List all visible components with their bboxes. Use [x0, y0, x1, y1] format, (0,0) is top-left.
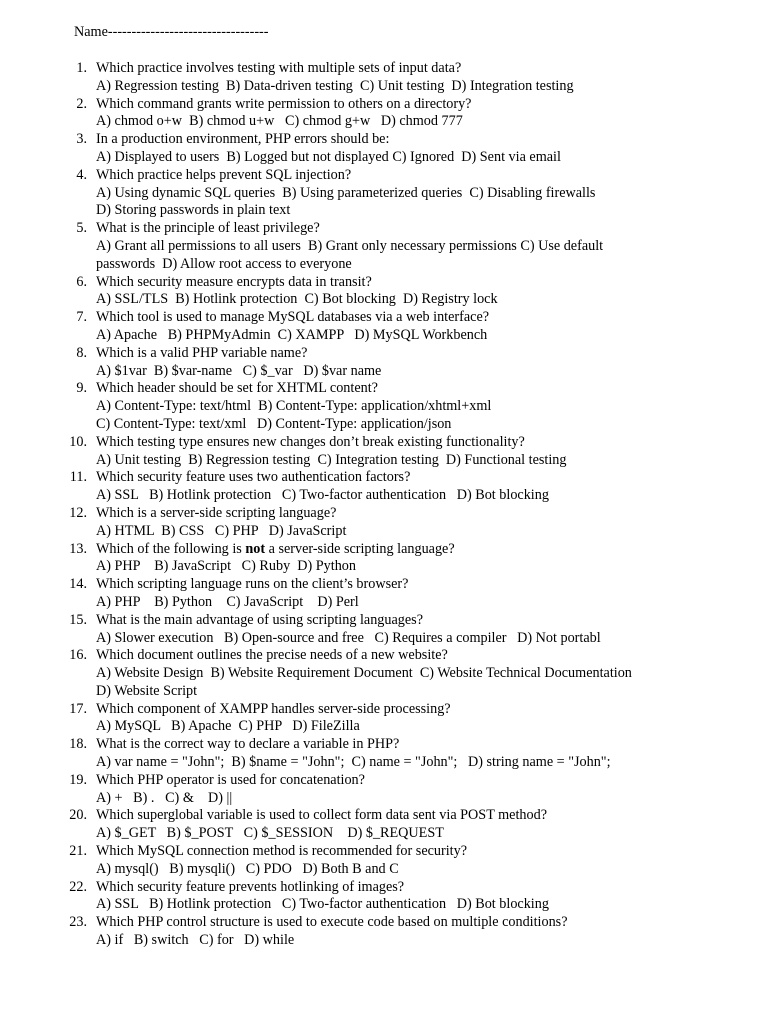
question-text [0, 345, 768, 363]
question-label: Which command grants write permission to others on a directory? [96, 95, 472, 112]
question-number: 20. [69, 807, 87, 824]
question-text [0, 60, 768, 78]
question-number: 16. [69, 647, 87, 664]
question-text [0, 96, 768, 114]
question-number: 8. [76, 344, 87, 361]
question-number: 13. [69, 540, 87, 557]
question-number: 19. [69, 771, 87, 788]
answer-options: A) SSL B) Hotlink protection C) Two-factor authentication D) Bot blocking [96, 896, 549, 913]
question-item [0, 309, 768, 345]
question-text [0, 807, 768, 825]
question-item [0, 647, 768, 700]
question-item [0, 167, 768, 220]
question-number: 10. [69, 433, 87, 450]
question-label: What is the principle of least privilege? [96, 220, 320, 237]
question-item [0, 772, 768, 808]
question-number: 15. [69, 611, 87, 628]
question-item [0, 576, 768, 612]
question-text [0, 167, 768, 185]
answer-options: A) var name = "John"; B) $name = "John"; C) name = "John"; D) string name = "John"; [96, 754, 611, 771]
question-item [0, 541, 768, 577]
question-number: 21. [69, 843, 87, 860]
question-number: 11. [69, 469, 87, 486]
question-label: Which testing type ensures new changes don’t break existing functionality? [96, 433, 525, 450]
question-item [0, 505, 768, 541]
question-label: Which practice involves testing with multiple sets of input data? [96, 60, 462, 76]
question-number: 17. [69, 700, 87, 717]
question-text [0, 843, 768, 861]
question-label: Which security feature uses two authentication factors? [96, 469, 411, 486]
question-number: 23. [69, 914, 87, 931]
question-label: Which MySQL connection method is recommended for security? [96, 843, 468, 860]
question-text [0, 434, 768, 452]
answer-options: A) + B) . C) & D) || [96, 789, 233, 806]
question-item [0, 274, 768, 310]
question-item [0, 131, 768, 167]
question-text [0, 274, 768, 292]
question-label: Which component of XAMPP handles server-side processing? [96, 700, 451, 717]
question-label: Which is a server-side scripting language? [96, 504, 337, 521]
question-label: What is the main advantage of using scripting languages? [96, 611, 424, 628]
answer-options: A) $1var B) $var-name C) $_var D) $var name [96, 362, 382, 379]
question-text [0, 736, 768, 754]
question-label: Which is a valid PHP variable name? [96, 344, 308, 361]
question-text [0, 220, 768, 238]
question-label: Which security measure encrypts data in transit? [96, 273, 372, 290]
question-item [0, 60, 768, 96]
question-number: 9. [76, 380, 87, 397]
answer-options: A) PHP B) Python C) JavaScript D) Perl [96, 593, 359, 610]
question-text [0, 701, 768, 719]
question-label: Which document outlines the precise needs of a new website? [96, 647, 448, 664]
question-text [0, 914, 768, 932]
answer-options: A) SSL/TLS B) Hotlink protection C) Bot blocking D) Registry lock [96, 291, 498, 308]
question-item [0, 469, 768, 505]
name-field-line: Name---------------------------------- [74, 24, 269, 40]
answer-options: A) SSL B) Hotlink protection C) Two-factor authentication D) Bot blocking [96, 487, 549, 504]
question-number: 1. [76, 60, 87, 76]
question-item [0, 345, 768, 381]
answer-options: A) Displayed to users B) Logged but not displayed C) Ignored D) Sent via email [96, 148, 561, 165]
question-text [0, 772, 768, 790]
question-text [0, 309, 768, 327]
question-list [0, 60, 768, 950]
answer-options: A) $_GET B) $_POST C) $_SESSION D) $_REQUEST [96, 825, 444, 842]
answer-options: A) Regression testing B) Data-driven testing C) Unit testing D) Integration testing [96, 77, 574, 94]
question-label: In a production environment, PHP errors should be: [96, 131, 390, 148]
question-item [0, 612, 768, 648]
answer-options: D) Storing passwords in plain text [96, 202, 291, 219]
question-number: 6. [76, 273, 87, 290]
question-number: 2. [76, 95, 87, 112]
question-label: Which PHP operator is used for concatenation? [96, 771, 365, 788]
question-item [0, 380, 768, 433]
question-item [0, 736, 768, 772]
answer-options: A) Content-Type: text/html B) Content-Type: application/xhtml+xml [96, 398, 492, 415]
question-number: 3. [76, 131, 87, 148]
question-item [0, 914, 768, 950]
question-text [0, 647, 768, 665]
answer-options: A) HTML B) CSS C) PHP D) JavaScript [96, 522, 347, 539]
question-label: Which superglobal variable is used to collect form data sent via POST method? [96, 807, 547, 824]
question-number: 4. [76, 166, 87, 183]
question-item [0, 843, 768, 879]
answer-options: A) Apache B) PHPMyAdmin C) XAMPP D) MySQL Workbench [96, 326, 488, 343]
question-number: 12. [69, 504, 87, 521]
question-text [0, 505, 768, 523]
question-number: 7. [76, 309, 87, 326]
answer-options: A) PHP B) JavaScript C) Ruby D) Python [96, 558, 356, 575]
answer-options: A) if B) switch C) for D) while [96, 932, 295, 949]
question-item [0, 879, 768, 915]
answer-options: A) Slower execution B) Open-source and free C) Requires a compiler D) Not portabl [96, 629, 601, 646]
question-text [0, 541, 768, 559]
question-item [0, 96, 768, 132]
answer-options: A) Grant all permissions to all users B) Grant only necessary permissions C) Use default [96, 237, 604, 254]
question-label: Which scripting language runs on the client’s browser? [96, 576, 409, 593]
question-item [0, 701, 768, 737]
question-number: 14. [69, 576, 87, 593]
answer-options: A) Unit testing B) Regression testing C) Integration testing D) Functional testing [96, 451, 567, 468]
question-label: Which header should be set for XHTML content? [96, 380, 378, 397]
answer-options: D) Website Script [96, 682, 198, 699]
answer-options: A) mysql() B) mysqli() C) PDO D) Both B and C [96, 860, 399, 877]
question-text [0, 612, 768, 630]
answer-options: A) MySQL B) Apache C) PHP D) FileZilla [96, 718, 360, 735]
question-label: a server-side scripting language? [265, 540, 455, 557]
question-item [0, 807, 768, 843]
question-label: Which tool is used to manage MySQL databases via a web interface? [96, 309, 490, 326]
question-text [0, 879, 768, 897]
question-item [0, 434, 768, 470]
question-label: Which practice helps prevent SQL injection? [96, 166, 352, 183]
emphasis-text: not [245, 540, 266, 557]
question-text [0, 576, 768, 594]
question-text [0, 131, 768, 149]
question-item [0, 220, 768, 273]
answer-options: A) Website Design B) Website Requirement Document C) Website Technical Documentation [96, 665, 632, 682]
question-label: Which security feature prevents hotlinking of images? [96, 878, 405, 895]
question-label: What is the correct way to declare a variable in PHP? [96, 736, 400, 753]
question-label: Which of the following is [96, 540, 246, 557]
question-text [0, 380, 768, 398]
answer-options: C) Content-Type: text/xml D) Content-Type: application/json [96, 415, 452, 432]
answer-options: A) Using dynamic SQL queries B) Using parameterized queries C) Disabling firewalls [96, 184, 596, 201]
question-label: Which PHP control structure is used to execute code based on multiple conditions? [96, 914, 568, 931]
question-number: 22. [69, 878, 87, 895]
answer-options: passwords D) Allow root access to everyone [96, 255, 352, 272]
question-text [0, 469, 768, 487]
answer-options: A) chmod o+w B) chmod u+w C) chmod g+w D) chmod 777 [96, 113, 463, 130]
question-number: 5. [76, 220, 87, 237]
question-number: 18. [69, 736, 87, 753]
